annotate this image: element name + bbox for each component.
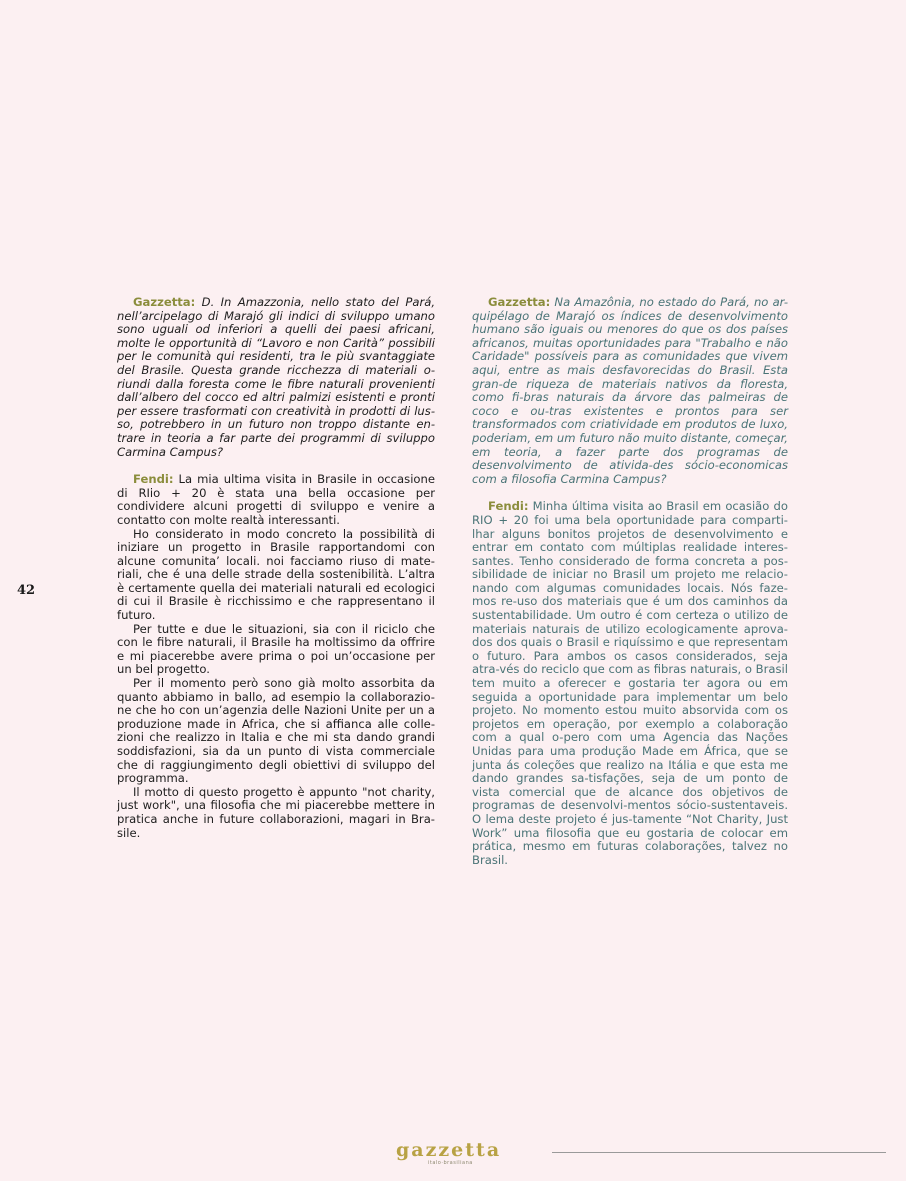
answer-speaker: Fendi: xyxy=(133,472,174,487)
question-speaker: Gazzetta: xyxy=(488,295,551,309)
portuguese-column xyxy=(472,296,788,867)
footer-rule xyxy=(552,1152,886,1153)
question-speaker: Gazzetta: xyxy=(133,295,196,309)
logo-wordmark: gazzetta xyxy=(396,1139,502,1161)
italian-paragraph: Il motto di questo progetto è appunto "not charity, just work", una filosofia che mi piacerebbe mettere in pratica anche in future collaborazioni, magari in Bra-sile. xyxy=(117,784,435,840)
italian-answer xyxy=(117,473,435,527)
answer-text: Minha última visita ao Brasil em ocasião do RIO + 20 foi uma bela oportunidade para comparti-lhar alguns bonitos projetos de desenvolvimento e entrar em contato com múltiplas realidade interes-santes. Tenho considerado de forma concreta a pos-sibilidade de iniciar no Brasil um projeto me relacio-nando com algumas comunidades locais. Nós faze-mos re-uso dos materiais que é um dos caminhos da sustentabilidade. Um outro é com certeza o utilizo de materiais naturais de utilizo ecologicamente aprova-dos dos quais o Brasil e riquíssimo e que representam o futuro. Para ambos os casos considerados, seja atra-vés do reciclo que com as fibras naturais, o Brasil tem muito a oferecer e gostaria ter agora ou em seguida a oportunidade para implementar um belo projeto. No momento estou muito absorvida com os projetos em operação, por exemplo a colaboração com a qual o-pero com uma Agencia das Nações Unidas para uma produção Made em África, que se junta ás coleções que realizo na Itália e que esta me dando grandes sa-tisfações, seja de um ponto de vista comercial que de alcance dos objetivos de programas de desenvolvi-mentos sócio-sustentaveis. O lema deste projeto é jus-tamente “Not Charity, Just Work” uma filosofia que eu gostaria de colocar em prática, mesmo em futuras colaborações, talvez no Brasil. xyxy=(472,499,788,867)
portuguese-question xyxy=(472,296,788,486)
portuguese-answer xyxy=(472,500,788,867)
gazzetta-logo xyxy=(396,1139,516,1169)
question-text: Na Amazônia, no estado do Pará, no ar-quipélago de Marajó os índices de desenvolvimento humano são iguais ou menores do que os dos países africanos, muitas oportunidades para "Trabalho e não Caridade" possíveis para as comunidades que vivem aqui, entre as mais desfavorecidas do Brasil. Esta gran-de riqueza de materiais nativos da floresta, como fi-bras naturais da árvore das palmeiras de coco e ou-tras existentes e prontos para ser transformados com criatividade em produtos de luxo, poderiam, em um futuro não muito distante, começar, em teoria, a fazer parte dos programas de desenvolvimento de ativida-des sócio-economicas com a filosofia Carmina Campus? xyxy=(472,295,788,486)
question-text: D. In Amazzonia, nello stato del Pará, nell’arcipelago di Marajó gli indici di sviluppo umano sono uguali od inferiori a quelli dei paesi africani, molte le opportunità di “Lavoro e non Carità” possibili per le comunità qui residenti, tra le più svantaggiate del Brasile. Questa grande ricchezza di materiali o-riundi dalla foresta come le fibre naturali provenienti dall’albero del cocco ed altri palmizi esistenti e pronti per essere trasformati con creatività in prodotti di lus-so, potrebbero in un futuro non troppo distante en-trare in teoria a far parte dei programmi di sviluppo Carmina Campus? xyxy=(117,295,435,459)
italian-paragraph: Ho considerato in modo concreto la possibilità di iniziare un progetto in Brasile rapportandomi con alcune comunita’ locali. noi facciamo riuso di mate-riali, che é una delle strade della sostenibilità. L’altra è certamente quella dei materiali naturali ed ecologici di cui il Brasile è ricchissimo e che rappresentano il futuro. xyxy=(117,526,435,623)
italian-column xyxy=(117,296,435,840)
italian-paragraph: Per il momento però sono già molto assorbita da quanto abbiamo in ballo, ad esempio la collaborazio-ne che ho con un’agenzia delle Nazioni Unite per un a produzione made in Africa, che si affianca alle colle-zioni che realizzo in Italia e che mi sta dando grandi soddisfazioni, sia da un punto di vista commerciale che di raggiungimento degli obiettivi di sviluppo del programma. xyxy=(117,676,435,786)
italian-question xyxy=(117,296,435,459)
logo-subtitle: italo·brasiliana xyxy=(428,1160,473,1166)
answer-text: La mia ultima visita in Brasile in occasione di RIio + 20 è stata una bella occasione per condividere alcuni progetti di sviluppo e venire a contatto con molte realtà interessanti. xyxy=(117,472,435,527)
page-number: 42 xyxy=(17,583,36,598)
italian-paragraph: Per tutte e due le situazioni, sia con il riciclo che con le fibre naturali, il Brasile ha moltissimo da offrire e mi piacerebbe avere prima o poi un’occasione per un bel progetto. xyxy=(117,621,435,677)
answer-speaker: Fendi: xyxy=(488,499,529,514)
